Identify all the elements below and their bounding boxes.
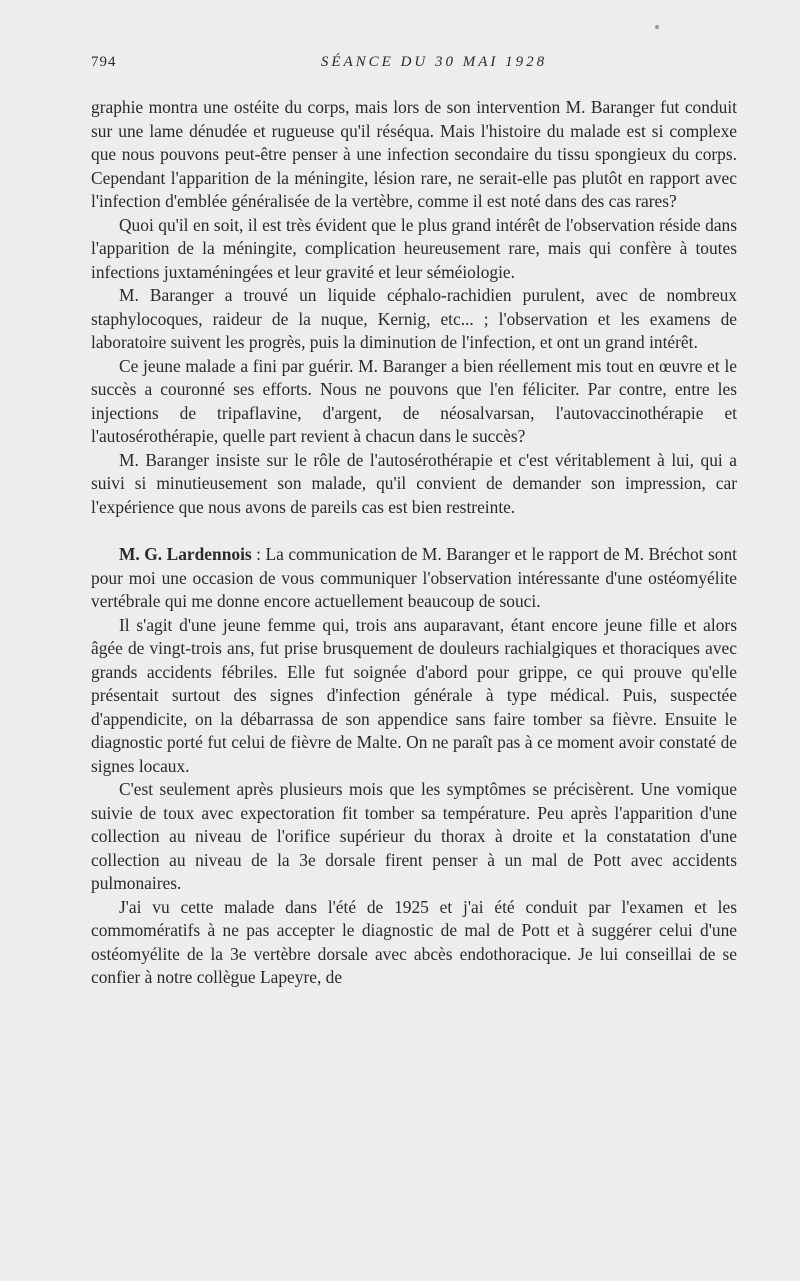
page-header xyxy=(91,50,737,76)
paragraph-continued: graphie montra une ostéite du corps, mais lors de son intervention M. Baranger fut conduit sur une lame dénudée et rugueuse qu'il réséqua. Mais l'histoire du malade est si complexe que nous pouvons peut-être penser à une infection secondaire du tissu spongieux du corps. Cependant l'apparition de la méningite, lésion rare, ne serait-elle pas plutôt en rapport avec l'infection d'emblée généralisée de la vertèbre, comme il est noté dans des cas rares? xyxy=(91,97,737,211)
page-speck xyxy=(655,25,659,29)
page-number: 794 xyxy=(91,54,117,70)
paragraph: Ce jeune malade a fini par guérir. M. Baranger a bien réellement mis tout en œuvre et le succès a couronné ses efforts. Nous ne pouvons que l'en féliciter. Par contre, entre les injections de tripaflavine, d'argent, de néosalvarsan, l'autovaccinothérapie et l'autosérothérapie, quelle part revient à chacun dans le succès? xyxy=(91,355,737,446)
paragraph: C'est seulement après plusieurs mois que les symptômes se précisèrent. Une vomique suivie de toux avec expectoration fit tomber sa température. Peu après l'apparition d'une collection au niveau de l'orifice supérieur du thorax à droite et la constatation d'une collection au niveau de la 3e dorsale firent penser à un mal de Pott avec accidents pulmonaires. xyxy=(91,779,737,893)
running-title: SÉANCE DU 30 MAI 1928 xyxy=(320,54,548,70)
speaker-statement: : La communication de M. Baranger et le rapport de M. Bréchot sont pour moi une occasion de vous communiquer l'observation intéressante d'une ostéomyélite vertébrale qui me donne encore actuellement beaucoup de souci. xyxy=(91,544,737,611)
speaker-name: M. G. Lardennois xyxy=(119,544,252,564)
paragraph: M. Baranger insiste sur le rôle de l'autosérothérapie et c'est véritablement à lui, qui a suivi si minutieusement son malade, qu'il convient de demander son impression, car l'expérience que nous avons de pareils cas est bien restreinte. xyxy=(91,449,737,517)
speaker-paragraph xyxy=(91,543,737,614)
body-text xyxy=(91,96,737,990)
paragraph: Quoi qu'il en soit, il est très évident que le plus grand intérêt de l'observation réside dans l'apparition de la méningite, complication heureusement rare, mais qui confère à toutes infections juxtaméningées et leur gravité et leur séméiologie. xyxy=(91,214,737,282)
paragraph: J'ai vu cette malade dans l'été de 1925 et j'ai été conduit par l'examen et les commomératifs à ne pas accepter le diagnostic de mal de Pott et à suggérer celui d'une ostéomyélite de la 3e vertèbre dorsale avec abcès endothoracique. Je lui conseillai de se confier à notre collègue Lapeyre, de xyxy=(91,896,737,987)
paragraph: Il s'agit d'une jeune femme qui, trois ans auparavant, étant encore jeune fille et alors âgée de vingt-trois ans, fut prise brusquement de douleurs rachialgiques et thoraciques avec grands accidents fébriles. Elle fut soignée d'abord pour grippe, ce qui prouve qu'elle présentait surtout des signes d'infection générale à type médical. Puis, suspectée d'appendicite, on la débarrassa de son appendice sans faire tomber sa fièvre. Ensuite le diagnostic porté fut celui de fièvre de Malte. On ne paraît pas à ce moment avoir constaté de signes locaux. xyxy=(91,614,737,776)
paragraph: M. Baranger a trouvé un liquide céphalo-rachidien purulent, avec de nombreux staphylocoques, raideur de la nuque, Kernig, etc... ; l'observation et les examens de laboratoire suivent les progrès, puis la diminution de l'infection, et ont un grand intérêt. xyxy=(91,285,737,352)
